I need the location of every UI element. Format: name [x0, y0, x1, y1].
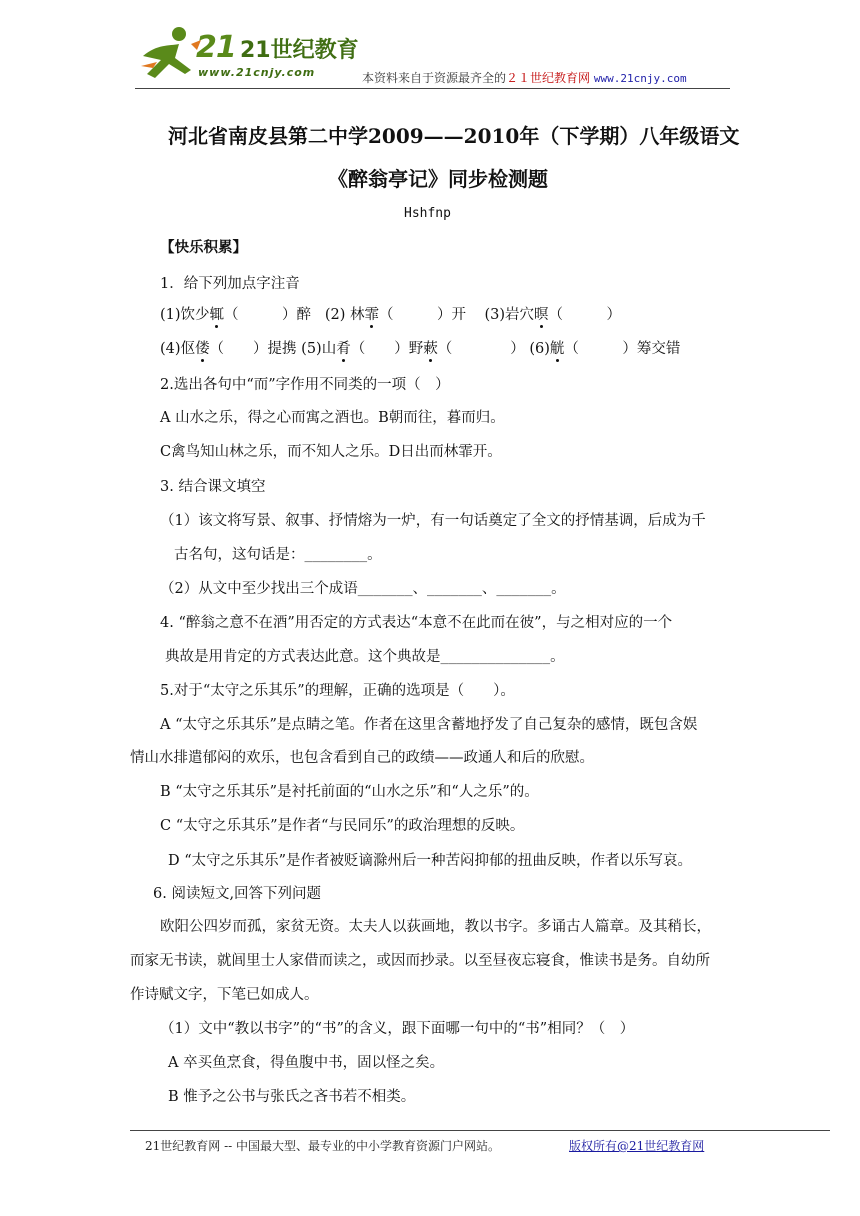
q3-sub1-line1: （1）该文将写景、叙事、抒情熔为一炉，有一句话奠定了全文的抒情基调，后成为千: [160, 513, 706, 529]
q3-sub2-sep2: 、: [481, 581, 497, 597]
q3-sub1-blank[interactable]: ________: [304, 548, 368, 563]
q4-blank[interactable]: ______________: [440, 650, 551, 665]
q1-item6-char: 觥: [549, 341, 565, 357]
q5-option-d: D “太守之乐其乐”是作者被贬谪滁州后一种苦闷抑郁的扭曲反映，作者以乐写哀。: [168, 853, 693, 869]
q1-item1-char: 辄: [209, 307, 225, 323]
q6-sub1-stem: （1）文中“教以书字”的“书”的含义，跟下面哪一句中的“书”相同？（ ）: [160, 1021, 635, 1037]
q4-prompt: 典故是用肯定的方式表达此意。这个典故是: [165, 649, 441, 665]
q5-stem: 5.对于“太守之乐其乐”的理解，正确的选项是（ ）。: [160, 683, 515, 699]
q1-item3-char: 暝: [534, 307, 549, 323]
header-notice-site: ２１世纪教育网: [506, 71, 591, 85]
q5-option-a-line1: A “太守之乐其乐”是点睛之笔。作者在这里含蓄地抒发了自己复杂的感情，既包含娱: [160, 717, 698, 733]
q4-line1: 4. “醉翁之意不在酒”用否定的方式表达“本意不在此而在彼”，与之相对应的一个: [160, 615, 673, 631]
q6-passage-line1: 欧阳公四岁而孤，家贫无资。太夫人以荻画地，教以书字。多诵古人篇章。及其稍长，: [160, 919, 711, 935]
section-heading: 【快乐积累】: [160, 239, 247, 256]
q2-options-ab: A 山水之乐，得之心而寓之酒也。B朝而往，暮而归。: [160, 410, 505, 426]
header-divider: [135, 88, 730, 89]
q3-sub1-prompt: 古名句，这句话是：: [174, 547, 305, 563]
q5-option-c: C “太守之乐其乐”是作者“与民同乐”的政治理想的反映。: [160, 818, 525, 834]
q1-stem: 1．给下列加点字注音: [160, 276, 300, 292]
q1-item1-label: (1)饮少: [160, 307, 210, 323]
header-notice-prefix: 本资料来自于资源最齐全的: [362, 71, 507, 85]
q3-sub1-end: 。: [367, 547, 382, 563]
footer-text: 21世纪教育网 -- 中国最大型、最专业的中小学教育资源门户网站。: [145, 1139, 501, 1153]
q1-item3-blank: （ ）: [548, 307, 622, 323]
q6-passage-line2: 而家无书读，就闾里士人家借而读之，或因而抄录。以至昼夜忘寝食，惟读书是务。自幼所: [130, 953, 710, 969]
q1-item4-char: 偻: [195, 341, 210, 357]
footer-copyright-link[interactable]: 版权所有@21世纪教育网: [569, 1139, 705, 1153]
logo-wordmark: 21世纪教育: [240, 38, 359, 63]
q4-end: 。: [550, 649, 565, 665]
q6-passage-line3: 作诗赋文字，下笔已如成人。: [130, 987, 319, 1003]
q6-sub1-option-b: B 惟予之公书与张氏之吝书若不相类。: [168, 1089, 416, 1105]
q1-row2: [160, 337, 680, 358]
document-title: 河北省南皮县第二中学2009——2010年（下学期）八年级语文: [168, 124, 740, 148]
q1-item3-label: (3)岩穴: [484, 307, 535, 323]
q3-sub2-blank2[interactable]: _______: [427, 582, 482, 597]
header-notice: [362, 69, 687, 86]
q3-sub2-end: 。: [551, 581, 566, 597]
q1-item6-label: (6): [529, 341, 550, 357]
q6-sub1-option-a: A 卒买鱼烹食，得鱼腹中书，固以怪之矣。: [168, 1055, 445, 1071]
author-line: Hshfnp: [404, 206, 451, 221]
q3-sub2: [160, 577, 566, 598]
q5-option-b: B “太守之乐其乐”是衬托前面的“山水之乐”和“人之乐”的。: [160, 784, 539, 800]
q4-line2: [165, 645, 565, 666]
q3-stem: 3. 结合课文填空: [160, 479, 266, 495]
q1-item1-blank: （ ）醉: [224, 307, 312, 323]
logo-wordmark-number: 21: [196, 30, 236, 65]
q1-item5-label: (5)山: [301, 341, 337, 357]
header-notice-url[interactable]: www.21cnjy.com: [593, 72, 687, 85]
q1-item5-blank: （ ）野: [350, 341, 424, 357]
q2-stem: 2.选出各句中“而”字作用不同类的一项（ ）: [160, 377, 450, 393]
q1-item5-char: 肴: [336, 341, 351, 357]
logo-url: www.21cnjy.com: [198, 66, 316, 79]
q1-item4-blank: （ ）提携: [209, 341, 297, 357]
runner-icon: [135, 22, 205, 84]
q3-sub2-blank3[interactable]: _______: [496, 582, 552, 597]
q2-options-cd: C禽鸟知山林之乐，而不知人之乐。D日出而林霏开。: [160, 444, 502, 460]
q1-item6-blank: （ ）筹交错: [564, 341, 681, 357]
q1-item2-label: (2) 林: [324, 307, 365, 323]
document-subtitle: 《醉翁亭记》同步检测题: [328, 167, 548, 191]
q1-item5b-blank: （ ）: [437, 341, 525, 357]
q3-sub1-line2: [174, 543, 382, 564]
q1-item2-blank: （ ）开: [379, 307, 467, 323]
footer-divider: [130, 1130, 830, 1131]
q3-sub2-blank1[interactable]: _______: [357, 582, 413, 597]
q6-stem: 6. 阅读短文,回答下列问题: [153, 886, 322, 902]
q5-option-a-line2: 情山水排遣郁闷的欢乐，也包含看到自己的政绩——政通人和后的欣慰。: [130, 750, 594, 766]
q1-row1: [160, 303, 621, 324]
q3-sub2-prompt: （2）从文中至少找出三个成语: [160, 581, 358, 597]
q1-item4-label: (4)伛: [160, 341, 196, 357]
q1-item5b-char: 蔌: [423, 341, 438, 357]
q1-item2-char: 霏: [364, 307, 380, 323]
q3-sub2-sep1: 、: [412, 581, 428, 597]
